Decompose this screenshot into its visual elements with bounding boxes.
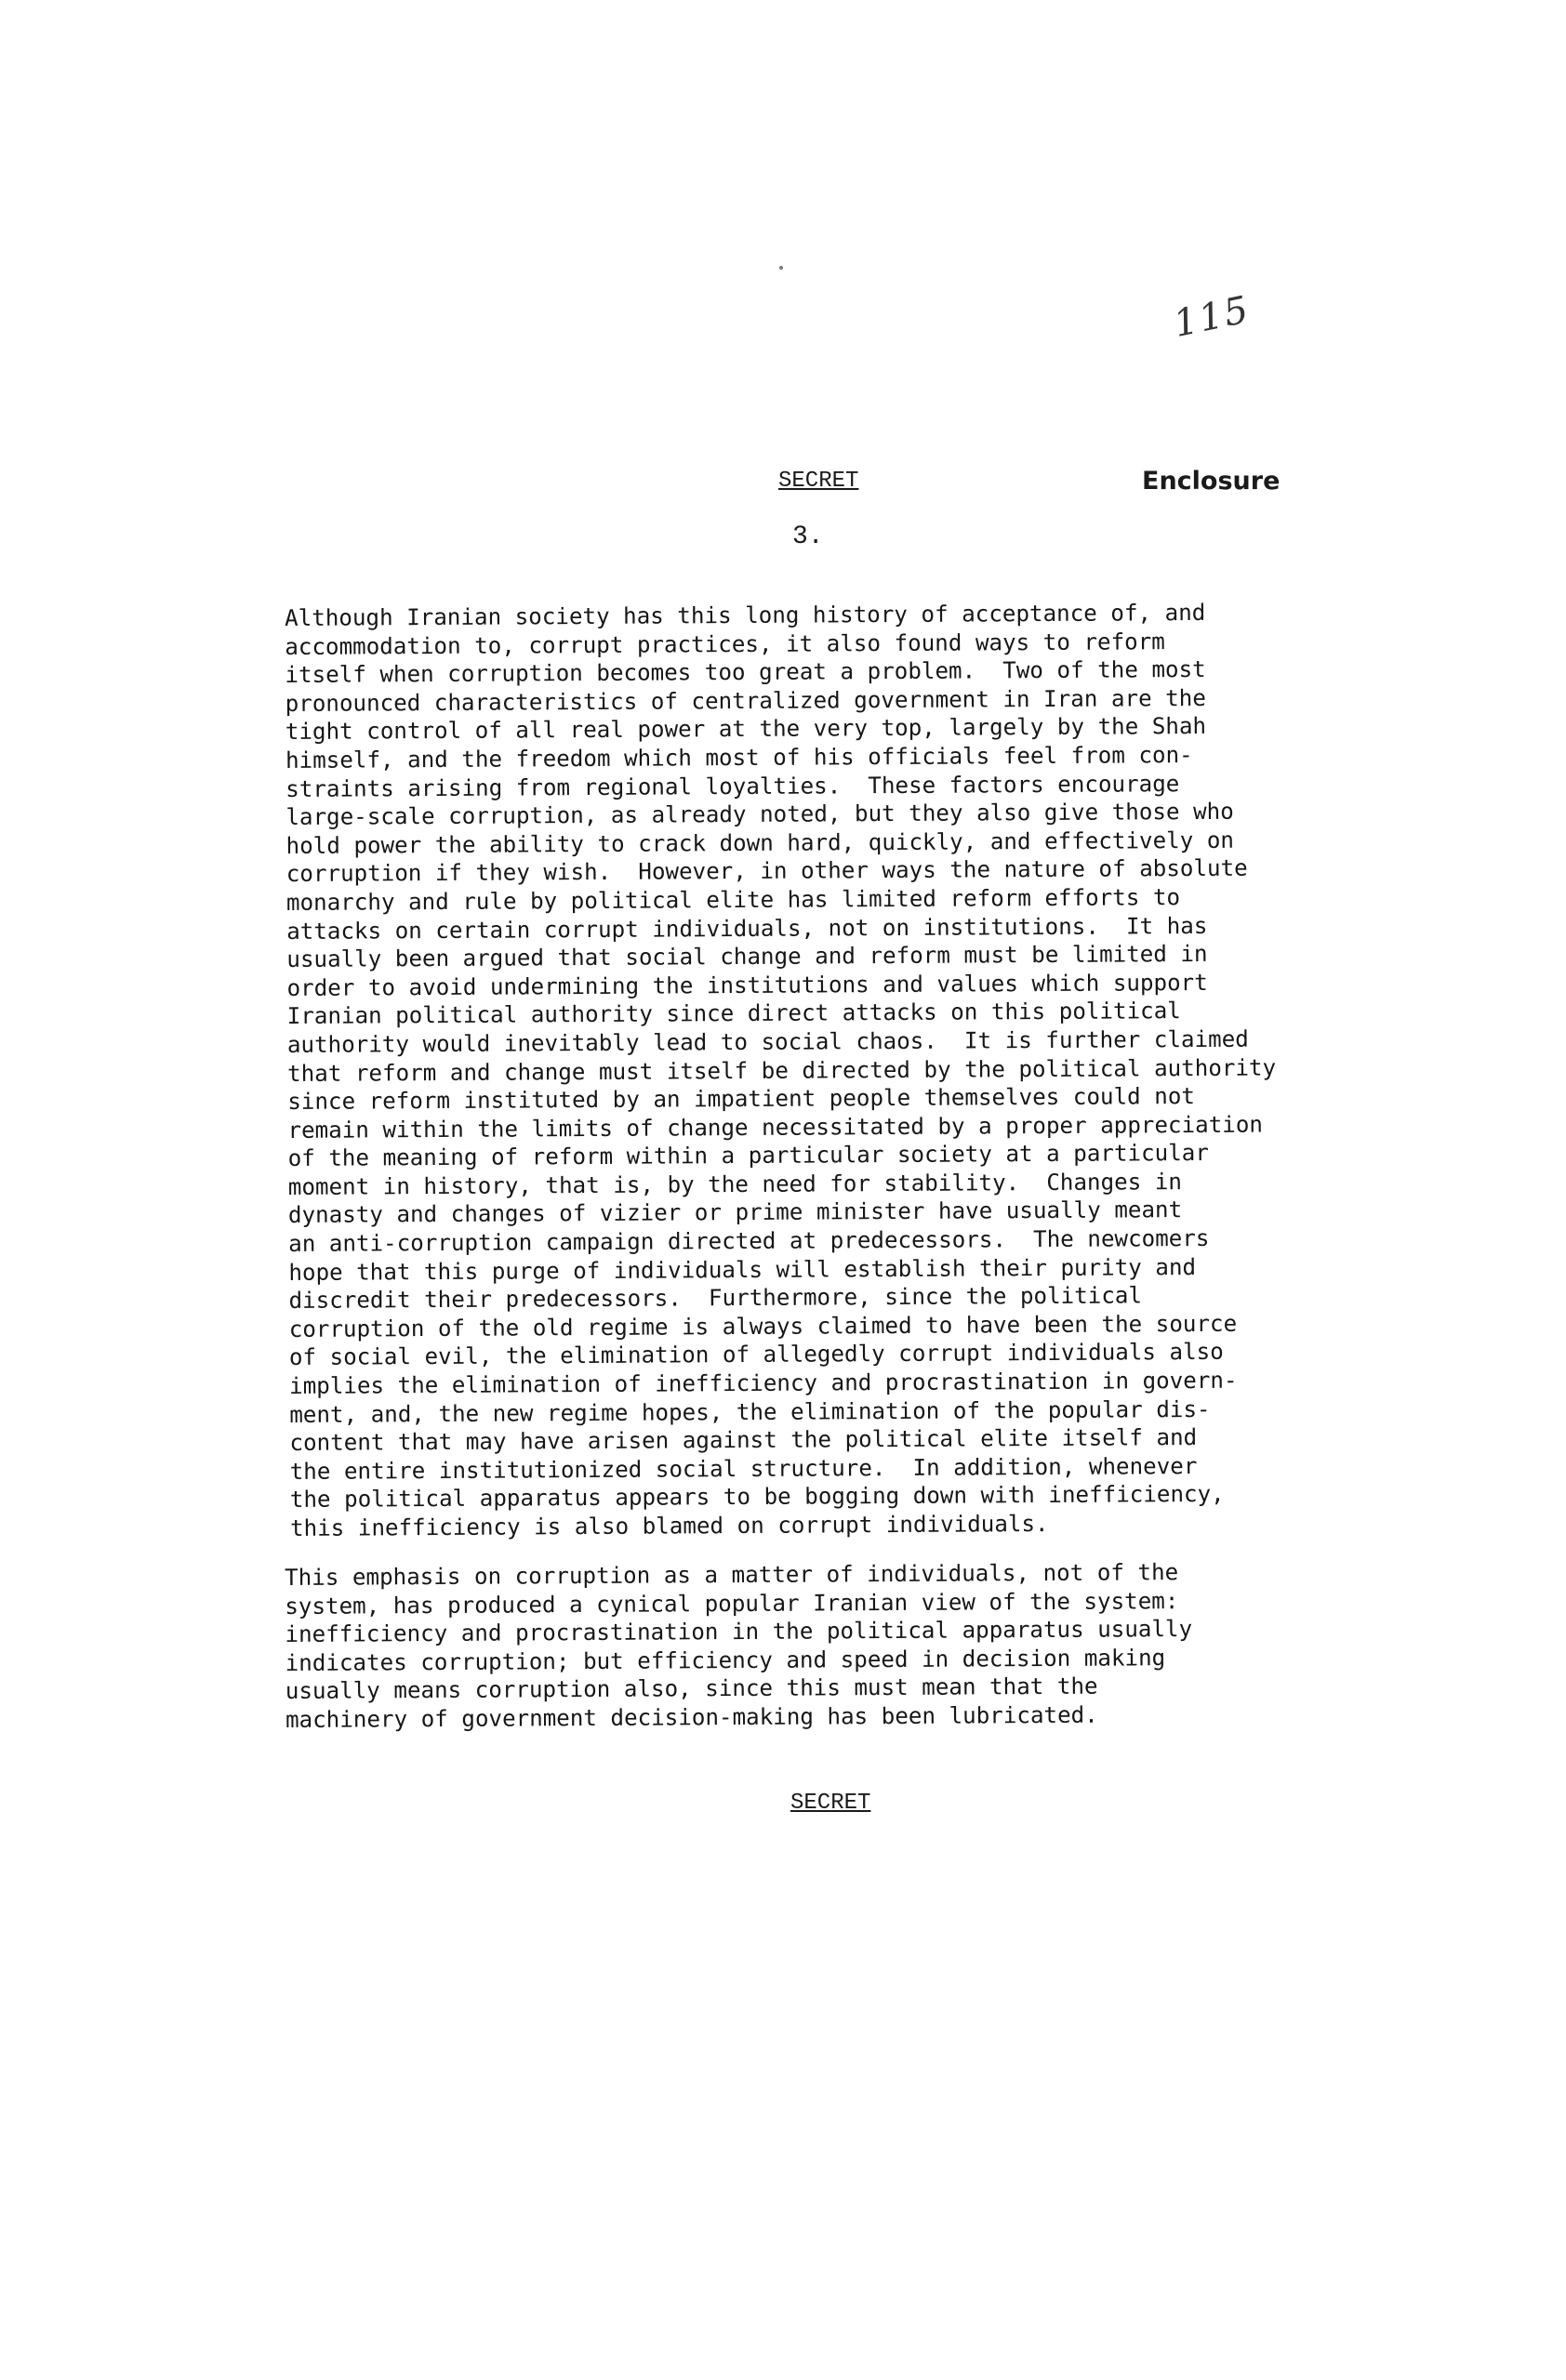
text-line: accommodation to, corrupt practices, it also found ways to reform — [285, 628, 1165, 660]
text-line: himself, and the freedom which most of his officials feel from con- — [285, 742, 1193, 774]
handwritten-mark: 115 — [1170, 287, 1254, 347]
text-line: remain within the limits of change necessitated by a proper appreciation — [287, 1111, 1264, 1144]
paragraph-2 — [285, 1557, 1346, 1735]
text-line: itself when corruption becomes too great a problem. Two of the most — [285, 656, 1206, 689]
text-line: discredit their predecessors. Furthermore, since the political — [288, 1282, 1143, 1315]
text-line: large-scale corruption, as already noted, but they also give those who — [285, 798, 1234, 831]
text-line: the entire institutionized social structure. In addition, whenever — [289, 1452, 1198, 1485]
text-line: moment in history, that is, by the need for stability. Changes in — [287, 1168, 1183, 1200]
text-line: pronounced characteristics of centralized government in Iran are the — [285, 684, 1206, 717]
text-line: attacks on certain corrupt individuals, not on institutions. It has — [286, 912, 1208, 945]
text-line: ment, and, the new regime hopes, the elimination of the popular dis- — [289, 1395, 1211, 1428]
text-line: Iranian political authority since direct attacks on this political — [286, 998, 1181, 1030]
text-line: this inefficiency is also blamed on corrupt individuals. — [289, 1511, 1049, 1541]
text-line: system, has produced a cynical popular Iranian view of the system: — [285, 1587, 1179, 1620]
page-number: 3. — [792, 522, 824, 551]
text-line: indicates corruption; but efficiency and speed in decision making — [285, 1644, 1166, 1676]
text-line: monarchy and rule by political elite has limited reform efforts to — [285, 884, 1181, 916]
text-line: authority would inevitably lead to social chaos. It is further claimed — [286, 1025, 1249, 1058]
text-line: usually been argued that social change and reform must be limited in — [286, 941, 1208, 973]
text-line: tight control of all real power at the very top, largely by the Shah — [285, 713, 1207, 746]
text-line: since reform instituted by an impatient people themselves could not — [287, 1083, 1196, 1116]
text-line: content that may have arisen against the political elite itself and — [289, 1424, 1198, 1457]
text-line: of the meaning of reform within a particular society at a particular — [287, 1140, 1209, 1172]
text-line: This emphasis on corruption as a matter of individuals, not of the — [285, 1559, 1179, 1591]
text-line: usually means corruption also, since this must mean that the — [285, 1673, 1098, 1705]
text-line: machinery of government decision-making has been lubricated. — [285, 1701, 1098, 1733]
text-line: dynasty and changes of vizier or prime minister have usually meant — [287, 1197, 1183, 1229]
text-line: an anti-corruption campaign directed at predecessors. The newcomers — [288, 1225, 1210, 1258]
paragraph-1 — [285, 598, 1350, 1543]
text-line: corruption of the old regime is always claimed to have been the source — [288, 1310, 1238, 1342]
text-line: the political apparatus appears to be bogging down with inefficiency, — [289, 1481, 1225, 1514]
text-line: order to avoid undermining the institutions and values which support — [286, 969, 1208, 1001]
text-line: that reform and change must itself be directed by the political authority — [286, 1053, 1277, 1087]
scan-speck — [779, 266, 783, 270]
text-line: of social evil, the elimination of allegedly corrupt individuals also — [288, 1339, 1224, 1371]
classification-bottom: SECRET — [790, 1791, 871, 1816]
text-line: corruption if they wish. However, in other ways the nature of absolute — [285, 855, 1248, 888]
text-line: inefficiency and procrastination in the political apparatus usually — [285, 1616, 1193, 1648]
text-line: hope that this purge of individuals will establish their purity and — [288, 1253, 1197, 1286]
enclosure-label: Enclosure — [1142, 467, 1281, 496]
text-line: Although Iranian society has this long history of acceptance of, and — [285, 599, 1206, 631]
classification-top: SECRET — [778, 469, 859, 494]
text-line: straints arising from regional loyalties. These factors encourage — [285, 770, 1180, 802]
text-line: hold power the ability to crack down hard, quickly, and effectively on — [285, 826, 1235, 859]
text-line: implies the elimination of inefficiency and procrastination in govern- — [289, 1367, 1238, 1400]
